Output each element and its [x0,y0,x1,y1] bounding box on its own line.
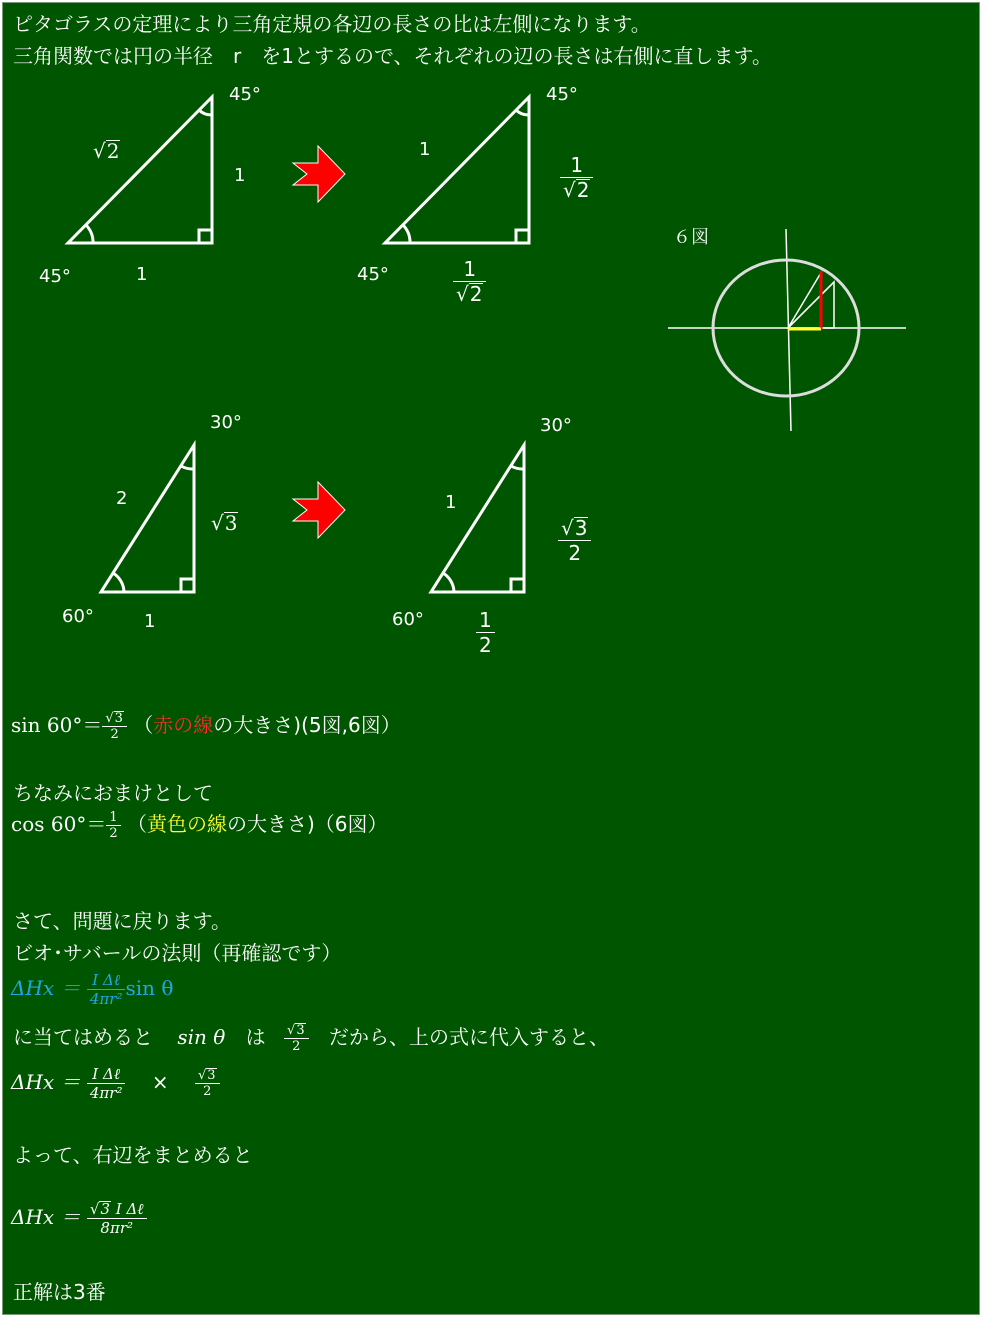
hyp-label: 1 [445,492,457,513]
back-to-problem: さて、問題に戻ります。 [13,909,231,933]
base-fraction: $\frac{1}{2}$ [476,608,495,657]
summary-text: よって、右辺をまとめると [13,1143,253,1167]
intro-line-1: ピタゴラスの定理により三角定規の各辺の長さの比は左側になります。 [13,12,651,36]
side-label: 1 [234,165,246,186]
chalkboard [2,2,980,1315]
angle-label: 45° [229,84,261,105]
right-arrow-icon [293,146,345,202]
figures-svg [3,3,979,683]
angle-label: 30° [210,412,242,433]
triangle-45-left [68,97,212,243]
biot-savart-heading: ビオ･サバールの法則（再確認です） [13,941,342,965]
side-label: √3 [211,511,238,535]
hyp-label: 2 [116,488,128,509]
base-label: 1 [144,611,156,632]
hyp-label: √2 [93,139,120,163]
figure-6-label: ６図 [673,227,709,248]
hyp-label: 1 [419,139,431,160]
apply-line: に当てはめると sin θ は $\frac{√3}{2}$ だから、上の式に代入すると、 [13,1023,609,1054]
biot-savart-formula: ΔHx ＝ $\frac{\text{𝐼 Δℓ}}{\text{4πr²}}$ sin θ [11,971,174,1008]
triangle-45-right [385,97,529,243]
final-formula: ΔHx ＝ $\frac{\text{√3 𝐼 Δℓ}}{\text{8πr²}}$ [11,1200,147,1237]
sin-60-line: sin 60°＝ $\frac{√3}{2}$ （赤の線の大きさ)(5図,6図） [11,711,401,742]
triangle-30-left [101,445,194,592]
cos-60-line: cos 60°＝ $\frac{1}{2}$ （黄色の線の大きさ)（6図） [11,810,388,841]
base-label: 1 [136,264,148,285]
angle-label: 45° [546,84,578,105]
angle-label: 45° [357,264,389,285]
substituted-formula: ΔHx ＝ $\frac{\text{𝐼 Δℓ}}{\text{4πr²}}$ × $\frac{√3}{2}$ [11,1065,220,1102]
aside-text: ちなみにおまけとして [13,781,213,805]
angle-label: 30° [540,415,572,436]
unit-circle-figure [668,229,906,431]
right-arrow-icon [293,482,345,538]
base-fraction: $\frac{1}{√2}$ [453,257,486,306]
angle-label: 45° [39,266,71,287]
side-fraction: $\frac{√3}{2}$ [558,516,591,565]
side-fraction: $\frac{1}{√2}$ [560,153,593,202]
triangle-30-right [431,445,524,592]
intro-line-2: 三角関数では円の半径 r を1とするので、それぞれの辺の長さは右側に直します。 [13,44,772,68]
angle-label: 60° [392,609,424,630]
answer-text: 正解は3番 [13,1280,106,1304]
angle-label: 60° [62,606,94,627]
